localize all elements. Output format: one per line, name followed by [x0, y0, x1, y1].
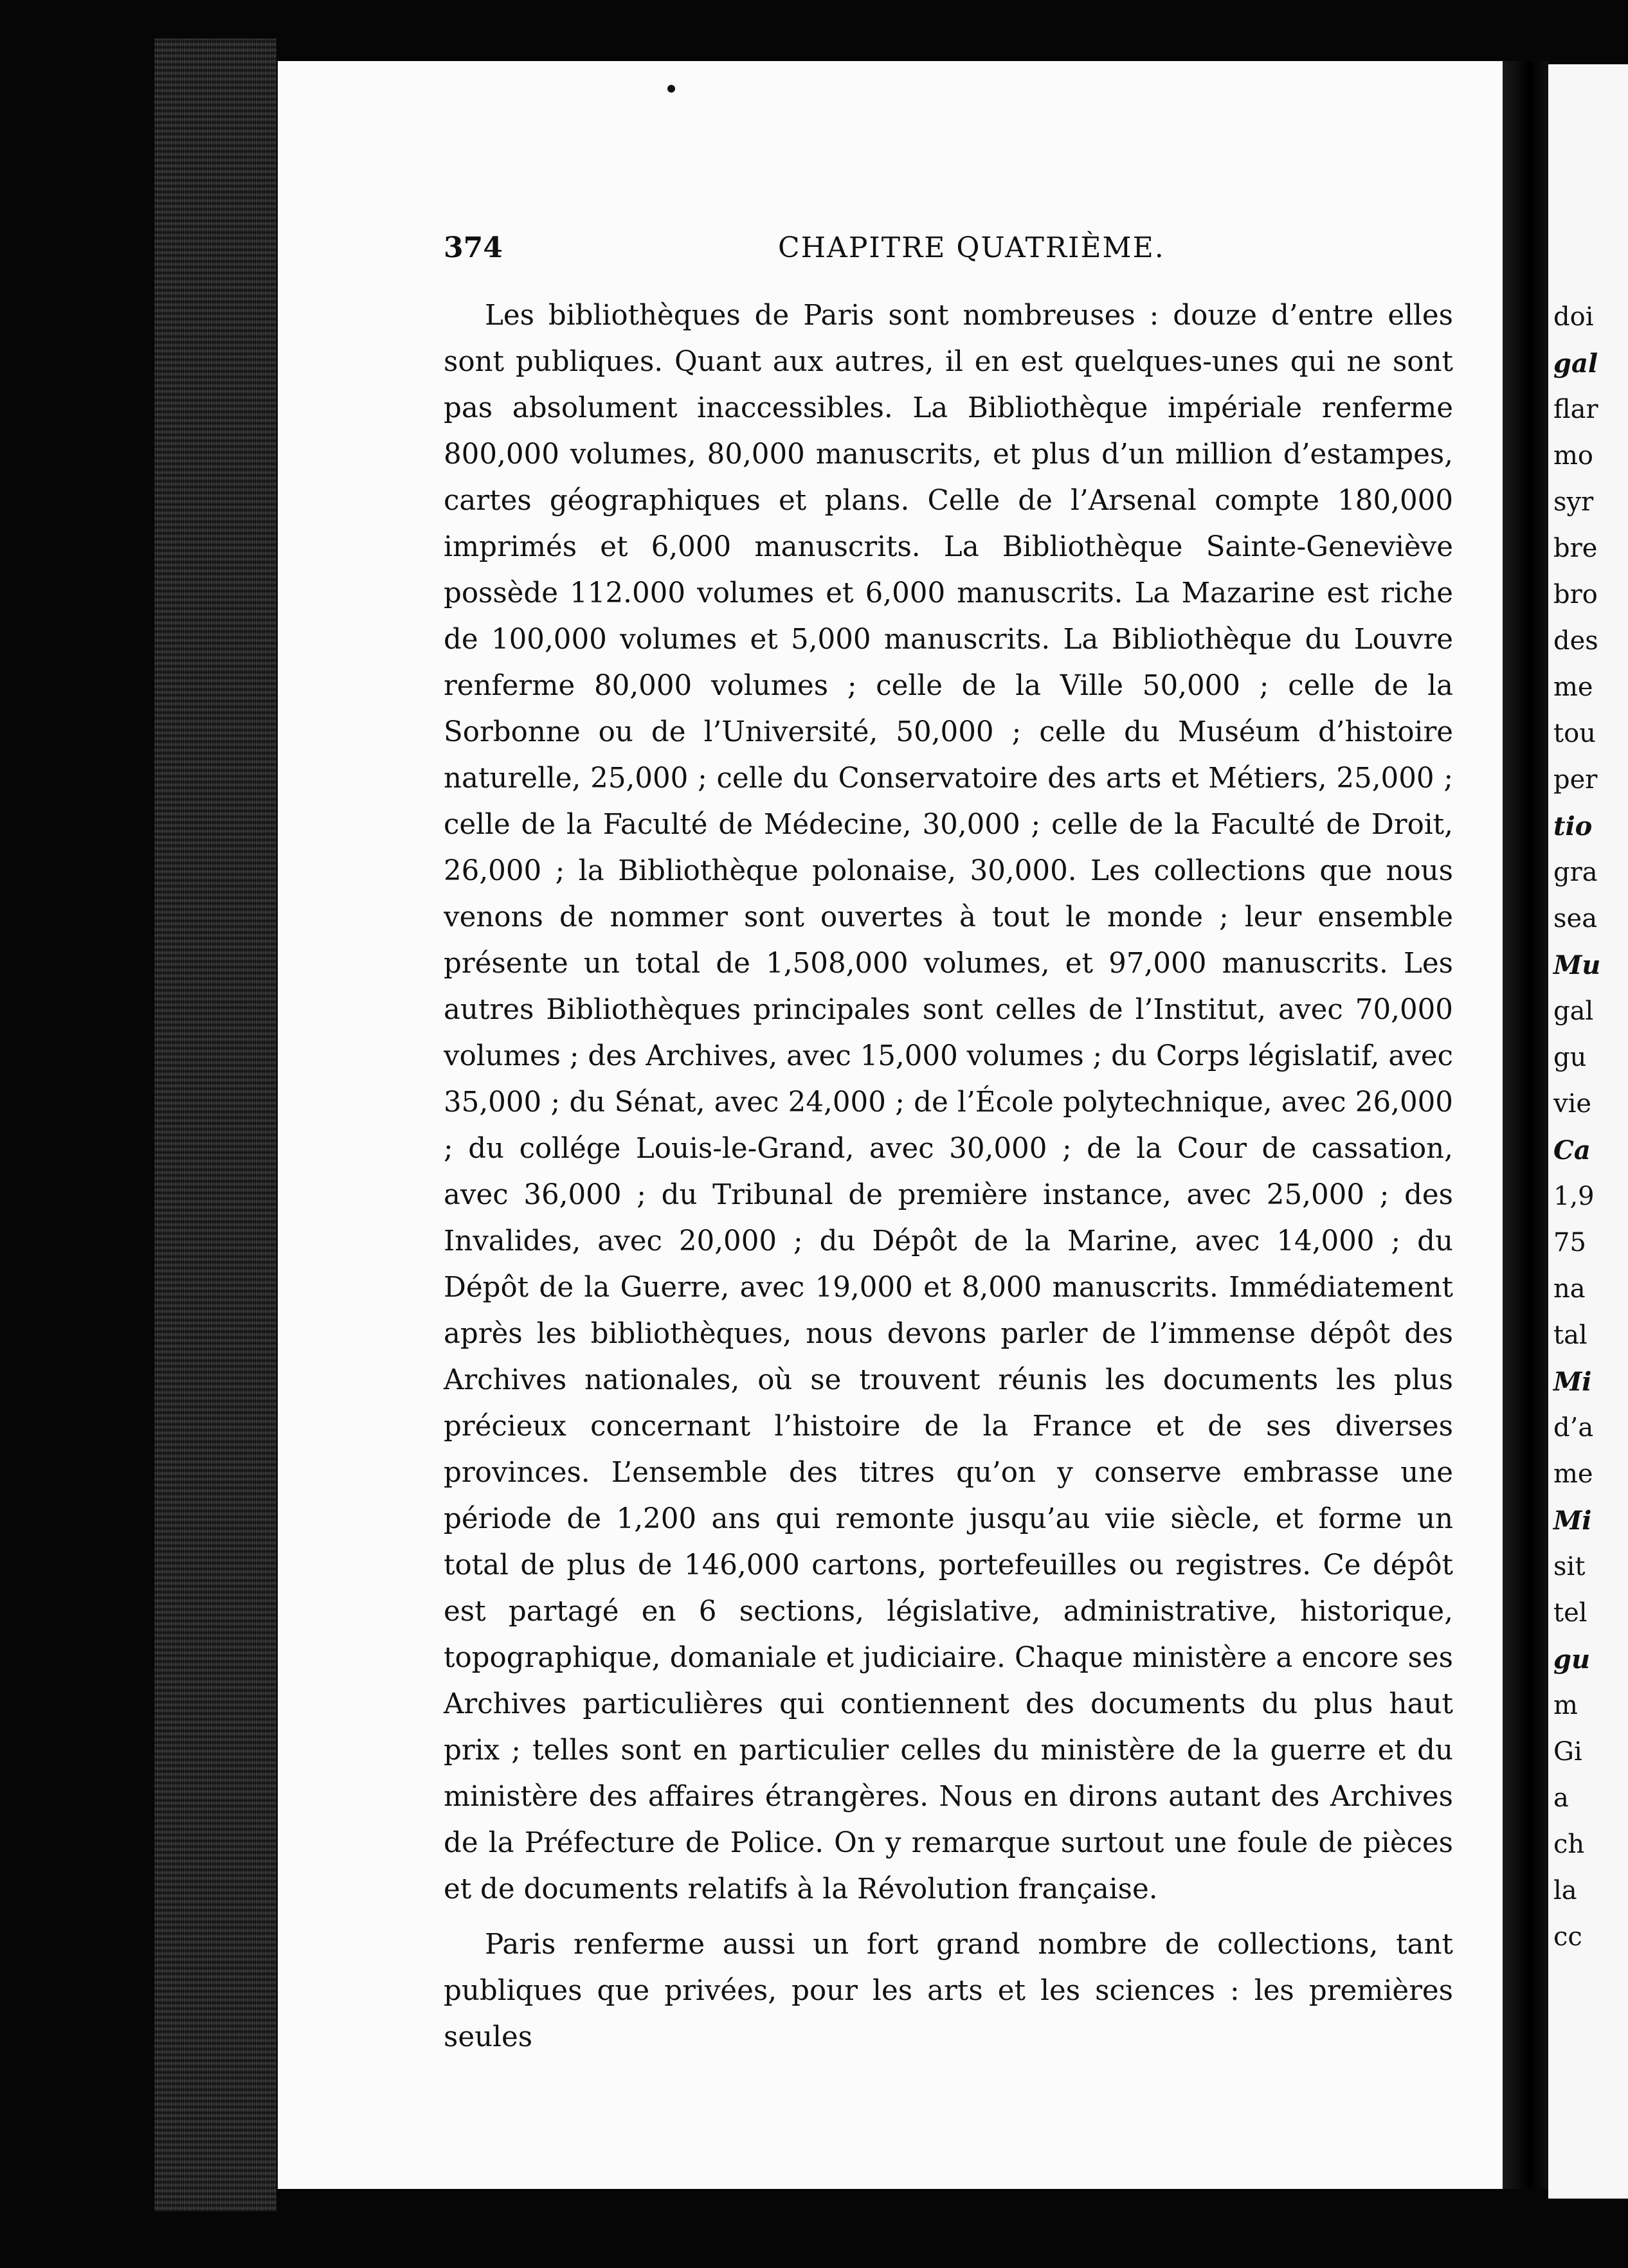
- facing-page-word: per: [1553, 765, 1598, 795]
- facing-page-word: Ca: [1553, 1135, 1591, 1166]
- facing-page-word: 1,9: [1553, 1182, 1595, 1211]
- facing-page-word: bro: [1553, 580, 1598, 609]
- facing-page-word: tal: [1553, 1320, 1587, 1350]
- facing-page-word: tel: [1553, 1598, 1587, 1628]
- facing-page-word: cc: [1553, 1922, 1582, 1952]
- paragraph-collections: Paris renferme aussi un fort grand nombre de collections, tant publiques que privées, pour les arts et les sciences : les premières seules: [444, 1929, 1453, 2053]
- facing-page-word: a: [1553, 1783, 1569, 1813]
- facing-page-word: flar: [1553, 395, 1598, 424]
- facing-page-word: gal: [1553, 348, 1598, 379]
- facing-page-word: doi: [1553, 302, 1594, 332]
- facing-page-word: la: [1553, 1876, 1577, 1905]
- facing-page-word: gu: [1553, 1043, 1587, 1072]
- facing-page-word: mo: [1553, 441, 1594, 471]
- facing-page-word: m: [1553, 1691, 1578, 1720]
- facing-page-word: vie: [1553, 1089, 1592, 1119]
- facing-page-word: sea: [1553, 904, 1598, 933]
- facing-page-word: des: [1553, 626, 1598, 656]
- facing-page-word: Gi: [1553, 1737, 1582, 1767]
- page-number: 374: [444, 231, 503, 264]
- facing-page-word: d’a: [1553, 1413, 1594, 1443]
- facing-page-word: na: [1553, 1274, 1586, 1304]
- facing-page-word: sit: [1553, 1552, 1586, 1581]
- running-head: [444, 231, 1460, 276]
- facing-page-word: me: [1553, 672, 1593, 702]
- facing-page-word: Mu: [1553, 950, 1601, 980]
- page-body: [444, 292, 1453, 2060]
- chapter-title: CHAPITRE QUATRIÈME.: [778, 231, 1165, 264]
- facing-page-word: me: [1553, 1459, 1593, 1489]
- facing-page-word: Mi: [1553, 1506, 1592, 1536]
- facing-page-word: bre: [1553, 534, 1598, 563]
- facing-page-word: ch: [1553, 1830, 1585, 1859]
- facing-page-word: tou: [1553, 719, 1596, 748]
- facing-page-word: gra: [1553, 858, 1598, 887]
- ink-speck: [667, 85, 675, 93]
- facing-page-word: gu: [1553, 1644, 1591, 1675]
- facing-page-word: 75: [1553, 1228, 1586, 1257]
- facing-page-word: Mi: [1553, 1367, 1592, 1397]
- facing-page-word: gal: [1553, 996, 1594, 1026]
- facing-page-word: syr: [1553, 487, 1594, 517]
- facing-page-word: tio: [1553, 811, 1593, 842]
- book-gutter: [1503, 61, 1548, 2189]
- paragraph-libraries: Les bibliothèques de Paris sont nombreuses : douze d’entre elles sont publiques. Quant aux autres, il en est quelques-unes qui ne sont pas absolument inaccessibles. La Bibliothèque impériale renferme 800,000 volumes, 80,000 manuscrits, et plus d’un million d’estampes, cartes géographiques et plans. Celle de l’Arsenal compte 180,000 imprimés et 6,000 manuscrits. La Bibliothèque Sainte-Geneviève possède 112.000 volumes et 6,000 manuscrits. La Mazarine est riche de 100,000 volumes et 5,000 manuscrits. La Bibliothèque du Louvre renferme 80,000 volumes ; celle de la Ville 50,000 ; celle de la Sorbonne ou de l’Université, 50,000 ; celle du Muséum d’histoire naturelle, 25,000 ; celle du Conservatoire des arts et Métiers, 25,000 ; celle de la Faculté de Médecine, 30,000 ; celle de la Faculté de Droit, 26,000 ; la Bibliothèque polonaise, 30,000. Les collections que nous venons de nommer sont ouvertes à tout le monde ; leur ensemble présente un total de 1,508,000 volumes, et 97,000 manuscrits. Les autres Bibliothèques principales sont celles de l’Institut, avec 70,000 volumes ; des Archives, avec 15,000 volumes ; du Corps législatif, avec 35,000 ; du Sénat, avec 24,000 ; de l’École polytechnique, avec 26,000 ; du collége Louis-le-Grand, avec 30,000 ; de la Cour de cassation, avec 36,000 ; du Tribunal de première instance, avec 25,000 ; des Invalides, avec 20,000 ; du Dépôt de la Marine, avec 14,000 ; du Dépôt de la Guerre, avec 19,000 et 8,000 manuscrits. Immédiatement après les bibliothèques, nous devons parler de l’immense dépôt des Archives nationales, où se trouvent réunis les documents les plus précieux concernant l’histoire de la France et de ses diverses provinces. L’ensemble des titres qu’on y conserve embrasse une période de 1,200 ans qui remonte jusqu’au viie siècle, et forme un total de plus de 146,000 cartons, portefeuilles ou registres. Ce dépôt est partagé en 6 sections, législative, administrative, historique, topographique, domaniale et judiciaire. Chaque ministère a encore ses Archives particulières qui contiennent des documents du plus haut prix ; telles sont en particulier celles du ministère de la guerre et du ministère des affaires étrangères. Nous en dirons autant des Archives de la Préfecture de Police. On y remarque surtout une foule de pièces et de documents relatifs à la Révolution française.: [444, 300, 1453, 1905]
- facing-page-fragment: [1548, 64, 1628, 2199]
